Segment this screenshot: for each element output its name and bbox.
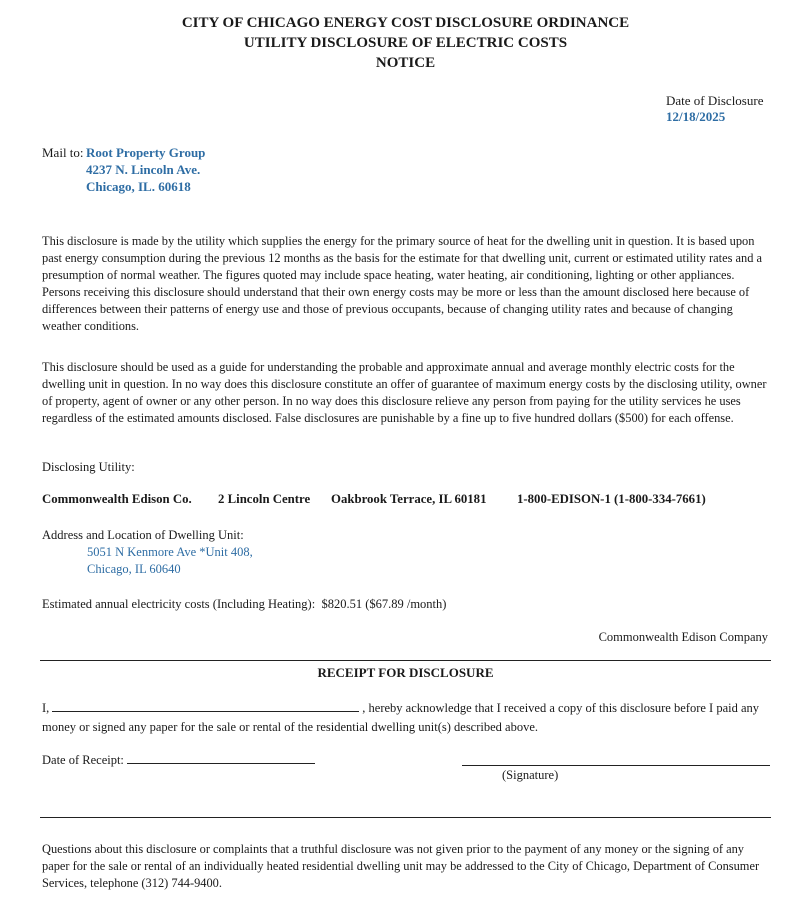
section-divider-top: [40, 660, 771, 661]
disclosure-date-label: Date of Disclosure: [666, 93, 764, 108]
disclosure-date-block: [666, 93, 763, 125]
signature-label: (Signature): [502, 768, 559, 782]
utility-phone: 1-800-EDISON-1 (1-800-334-7661): [517, 492, 706, 506]
dwelling-address: [87, 544, 253, 578]
dwelling-line-1: 5051 N Kenmore Ave *Unit 408,: [87, 545, 253, 559]
costs-value: $820.51 ($67.89 /month): [321, 597, 447, 611]
ack-text: , hereby acknowledge that I received a copy of this disclosure before I paid any money or signed any paper for the sale or rental of the residential dwelling unit(s) described above.: [42, 701, 760, 734]
title-line-1: CITY OF CHICAGO ENERGY COST DISCLOSURE ORDINANCE: [181, 15, 630, 31]
signature-field[interactable]: [462, 765, 770, 766]
document-title: [0, 13, 811, 73]
utility-street: 2 Lincoln Centre: [218, 492, 311, 506]
mail-to-address: [86, 144, 205, 195]
mail-to-label: Mail to:: [42, 145, 84, 160]
dwelling-label: Address and Location of Dwelling Unit:: [42, 528, 244, 542]
utility-city: Oakbrook Terrace, IL 60181: [331, 492, 487, 506]
utility-name: Commonwealth Edison Co.: [42, 492, 192, 506]
section-divider-bottom: [40, 817, 771, 818]
disclosure-paragraph-1: This disclosure is made by the utility which supplies the energy for the primary source of heat for the dwelling unit in question. It is based upon past energy consumption during the previous 12 months as the basis for the estimate for that dwelling unit, current or estimated utility rates and a presumption of normal weather. The figures quoted may include space heating, water heating, air conditioning, lighting or other appliances. Persons receiving this disclosure should understand that their own energy costs may be more or less than the amount disclosed here because of differences between their patterns of energy use and those of previous occupants, because of changing utility rates and because of changing weather conditions.: [42, 234, 762, 333]
disclosure-date-value: 12/18/2025: [666, 109, 726, 124]
date-of-receipt-row: [42, 751, 315, 768]
date-of-receipt-field[interactable]: [127, 751, 315, 764]
dwelling-line-2: Chicago, IL 60640: [87, 562, 181, 576]
disclosing-utility-label: Disclosing Utility:: [42, 460, 135, 474]
title-line-2: UTILITY DISCLOSURE OF ELECTRIC COSTS: [243, 35, 568, 51]
receipt-title: RECEIPT FOR DISCLOSURE: [317, 665, 494, 680]
mail-to-block: [42, 144, 205, 195]
complaints-footer: Questions about this disclosure or complaints that a truthful disclosure was not given prior to the payment of any money or the signing of any paper for the sale or rental of an individually heated residential dwelling unit may be addressed to the City of Chicago, Department of Consumer Services, telephone (312) 744-9400.: [42, 842, 760, 890]
estimated-costs: [42, 597, 446, 612]
acknowledgement-statement: [42, 699, 772, 737]
date-of-receipt-label: Date of Receipt:: [42, 753, 124, 767]
ack-prefix: I,: [42, 701, 50, 715]
mail-to-name: Root Property Group: [86, 145, 206, 160]
name-blank-field[interactable]: [52, 699, 359, 712]
title-line-3: NOTICE: [375, 55, 436, 71]
company-signoff: Commonwealth Edison Company: [598, 630, 768, 644]
mail-to-city: Chicago, IL. 60618: [86, 179, 191, 194]
mail-to-street: 4237 N. Lincoln Ave.: [86, 162, 201, 177]
disclosure-paragraph-2: This disclosure should be used as a guide for understanding the probable and approximate annual and average monthly electric costs for the dwelling unit in question. In no way does this disclosure constitute an offer of guarantee of maximum energy costs by the disclosing utility, owner of property, agent of owner or any other person. In no way does this disclosure relieve any person from paying for the utility services he uses regardless of the estimated amounts disclosed. False disclosures are punishable by a fine up to five hundred dollars ($500) for each offense.: [42, 360, 767, 425]
utility-info-row: [42, 492, 706, 507]
costs-label: Estimated annual electricity costs (Including Heating):: [42, 597, 316, 611]
